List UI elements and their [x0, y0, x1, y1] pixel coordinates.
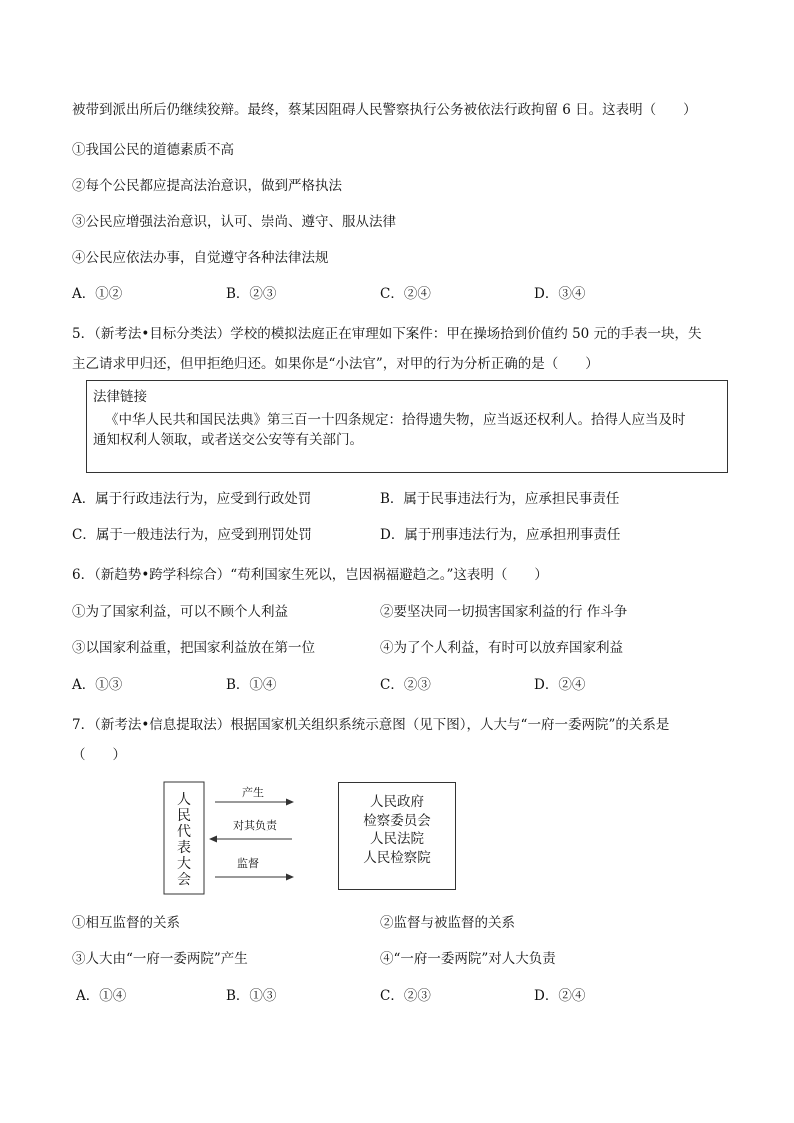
arrow-label-responsible: 对其负责 [233, 819, 277, 832]
arrow-responsible [209, 836, 292, 843]
q4-statement-2: ②每个公民都应提高法治意识，做到严格执法 [72, 178, 342, 194]
q5-option-b: B．属于民事违法行为，应承担民事责任 [380, 491, 620, 507]
q7-option-d: D．②④ [534, 988, 586, 1004]
q7-option-b: B．①③ [226, 988, 277, 1004]
q6-statement-3: ③以国家利益重，把国家利益放在第一位 [72, 640, 315, 656]
organ-procuratorial-committee: 检察委员会 [363, 812, 431, 829]
q7-statement-1: ①相互监督的关系 [72, 915, 180, 931]
q5-option-a: A．属于行政违法行为，应受到行政处罚 [72, 491, 312, 507]
q5-stem-line-1: 5．（新考法•目标分类法）学校的模拟法庭正在审理如下案件：甲在操场拾到价值约 50 元的手表一块，失 [72, 326, 702, 342]
q6-option-b: B．①④ [226, 677, 277, 693]
q4-option-d: D．③④ [534, 286, 586, 302]
q7-option-a: A．①④ [76, 988, 127, 1004]
q5-stem-line-2: 主乙请求甲归还，但甲拒绝归还。如果你是“小法官”，对甲的行为分析正确的是（ ） [72, 356, 599, 372]
law-link-text-1: 《中华人民共和国民法典》第三百一十四条规定：拾得遗失物，应当返还权利人。拾得人应当及时 [105, 412, 686, 428]
q7-stem-line-2: （ ） [72, 747, 126, 763]
q4-statement-3: ③公民应增强法治意识，认可、崇尚、遵守、服从法律 [72, 214, 396, 230]
q5-option-d: D．属于刑事违法行为，应承担刑事责任 [380, 527, 621, 543]
q6-statement-2: ②要坚决同一切损害国家利益的行 作斗争 [380, 604, 628, 620]
organ-procuratorate: 人民检察院 [363, 849, 431, 866]
arrow-produce [215, 799, 294, 806]
law-link-title: 法律链接 [93, 389, 147, 405]
arrow-label-produce: 产生 [242, 786, 264, 799]
q4-option-a: A．①② [72, 286, 123, 302]
q4-option-b: B．②③ [226, 286, 277, 302]
arrow-label-supervise: 监督 [237, 857, 259, 870]
npc-label: 人民代表大会 [177, 792, 191, 888]
q7-option-c: C．②③ [380, 988, 431, 1004]
q4-stem-tail: 被带到派出所后仍继续狡辩。最终，蔡某因阻碍人民警察执行公务被依法行政拘留 6 日。这表明（ ） [72, 102, 697, 118]
q6-stem: 6．（新趋势•跨学科综合）“苟利国家生死以，岂因祸福避趋之。”这表明（ ） [72, 567, 548, 583]
q6-statement-4: ④为了个人利益，有时可以放弃国家利益 [380, 640, 623, 656]
arrow-supervise [215, 874, 294, 881]
q4-statement-4: ④公民应依法办事，自觉遵守各种法律法规 [72, 250, 329, 266]
q4-option-c: C．②④ [380, 286, 431, 302]
q7-statement-4: ④“一府一委两院”对人大负责 [380, 951, 556, 967]
organ-government: 人民政府 [370, 794, 424, 810]
organ-court: 人民法院 [370, 831, 424, 847]
law-link-text-2: 通知权利人领取，或者送交公安等有关部门。 [93, 432, 363, 448]
q7-stem-line-1: 7．（新考法•信息提取法）根据国家机关组织系统示意图（见下图），人大与“一府一委两院”的关系是 [72, 717, 670, 733]
organs-box [338, 782, 456, 890]
q6-option-c: C．②③ [380, 677, 431, 693]
q6-statement-1: ①为了国家利益，可以不顾个人利益 [72, 604, 288, 620]
q4-statement-1: ①我国公民的道德素质不高 [72, 142, 234, 158]
q7-statement-2: ②监督与被监督的关系 [380, 915, 515, 931]
q6-option-a: A．①③ [72, 677, 123, 693]
q7-statement-3: ③人大由“一府一委两院”产生 [72, 951, 248, 967]
q6-option-d: D．②④ [534, 677, 586, 693]
q5-option-c: C．属于一般违法行为，应受到刑罚处罚 [72, 527, 312, 543]
